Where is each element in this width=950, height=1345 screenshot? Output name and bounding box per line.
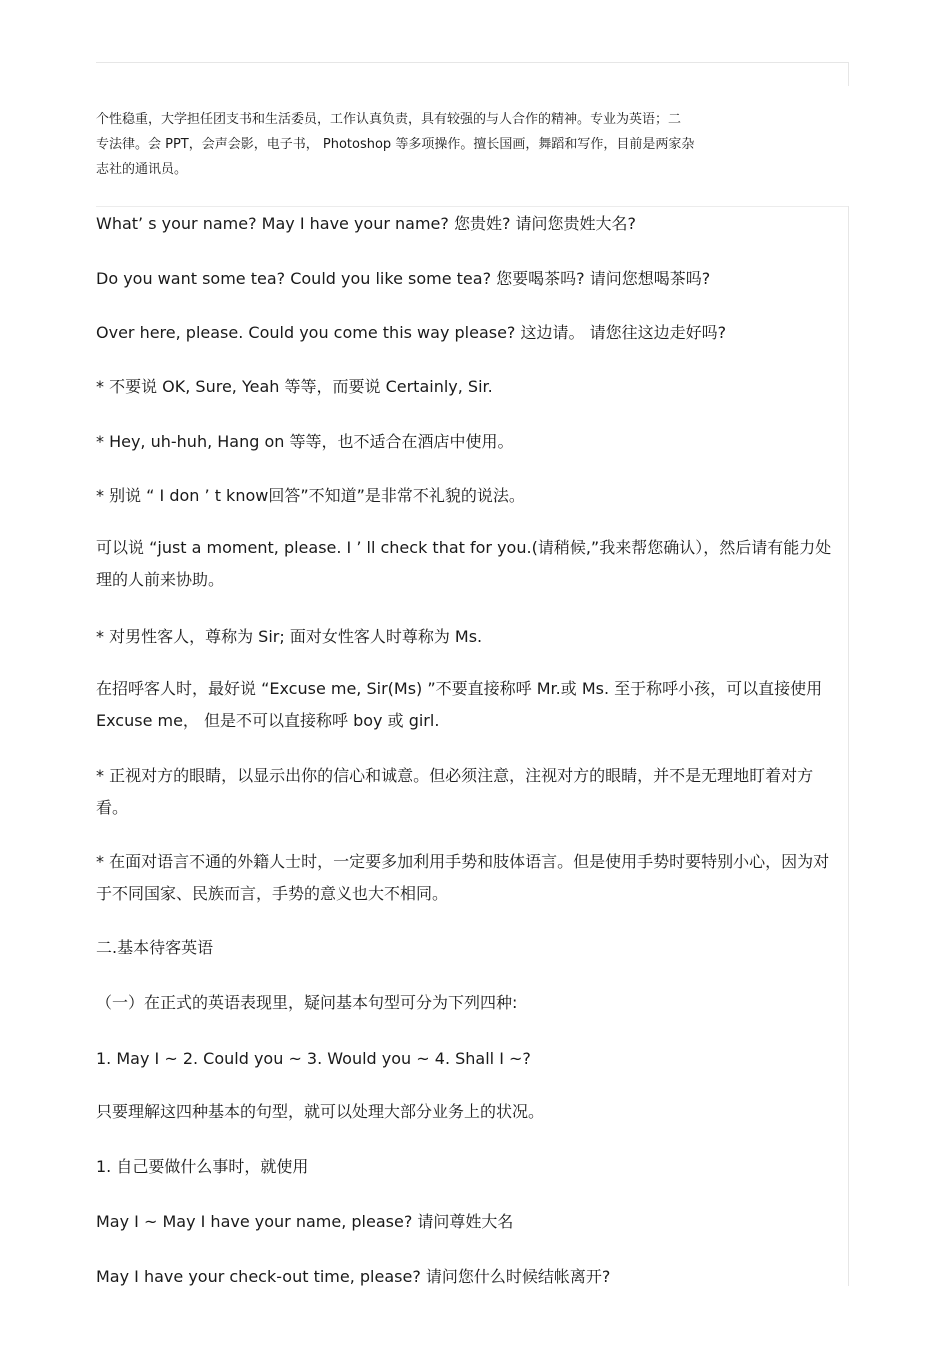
text-paragraph: * 在面对语言不通的外籍人士时，一定要多加利用手势和肢体语言。但是使用手势时要特别小心，因为对于不同国家、民族而言，手势的意义也大不相同。 <box>96 852 830 903</box>
text-line: * 对男性客人，尊称为 Sir; 面对女性客人时尊称为 Ms. <box>96 627 483 646</box>
intro-paragraph <box>96 107 816 182</box>
subsection-heading: （一）在正式的英语表现里，疑问基本句型可分为下列四种: <box>96 993 518 1012</box>
intro-line: 专法律。会 PPT，会声会影，电子书， Photoshop 等多项操作。擅长国画，舞蹈和写作，目前是两家杂 <box>96 137 695 152</box>
section-heading: 二.基本待客英语 <box>96 938 214 957</box>
text-paragraph: * 正视对方的眼睛，以显示出你的信心和诚意。但必须注意，注视对方的眼睛，并不是无理地盯着对方看。 <box>96 766 814 817</box>
text-paragraph: 可以说 “just a moment, please. I ’ ll check that for you.(请稍候,”我来帮您确认），然后请有能力处理的人前来协助。 <box>96 538 832 589</box>
text-line: 只要理解这四种基本的句型，就可以处理大部分业务上的状况。 <box>96 1102 545 1121</box>
right-rule <box>848 206 849 1286</box>
intro-line: 个性稳重，大学担任团支书和生活委员，工作认真负责，具有较强的与人合作的精神。专业为英语；二 <box>96 112 682 127</box>
text-line: Over here, please. Could you come this way please? 这边请。 请您往这边走好吗? <box>96 323 727 342</box>
text-line: What’ s your name? May I have your name? 您贵姓? 请问您贵姓大名? <box>96 214 637 233</box>
text-paragraph: 在招呼客人时，最好说 “Excuse me, Sir(Ms) ”不要直接称呼 Mr.或 Ms. 至于称呼小孩，可以直接使用 Excuse me， 但是不可以直接称呼 boy 或 girl. <box>96 679 823 730</box>
section-rule <box>96 206 848 207</box>
text-line: May I have your check-out time, please? 请问您什么时候结帐离开? <box>96 1267 611 1286</box>
text-line: 1. 自己要做什么事时，就使用 <box>96 1157 309 1176</box>
top-rule <box>96 62 848 63</box>
text-line: * 别说 “ I don ’ t know回答”不知道”是非常不礼貌的说法。 <box>96 486 525 505</box>
top-right-rule <box>848 62 849 86</box>
text-line: May I ~ May I have your name, please? 请问尊姓大名 <box>96 1212 514 1231</box>
text-line: 1. May I ~ 2. Could you ~ 3. Would you ~ 4. Shall I ~? <box>96 1049 531 1068</box>
text-line: * Hey, uh-huh, Hang on 等等，也不适合在酒店中使用。 <box>96 432 514 451</box>
intro-line: 志社的通讯员。 <box>96 162 188 177</box>
text-line: Do you want some tea? Could you like some tea? 您要喝茶吗? 请问您想喝茶吗? <box>96 269 711 288</box>
text-line: * 不要说 OK, Sure, Yeah 等等，而要说 Certainly, Sir. <box>96 377 493 396</box>
